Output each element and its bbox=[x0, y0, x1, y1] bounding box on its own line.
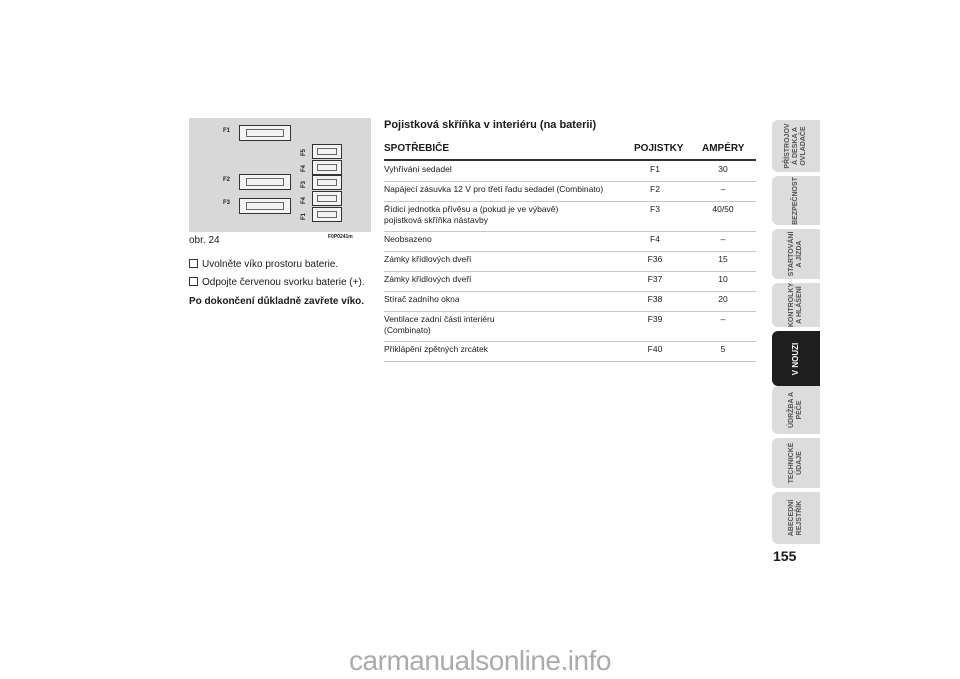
cell-amps: 20 bbox=[718, 294, 728, 304]
cell-fuse: F40 bbox=[647, 344, 663, 354]
vlabel-1: F1 bbox=[301, 212, 307, 220]
tab-label: V NOUZI bbox=[791, 342, 800, 375]
tab-label: PŘÍSTROJOV Á DESKA A OVLADAČE bbox=[784, 123, 807, 169]
cell-consumer: Zámky křídlových dveří bbox=[384, 274, 472, 284]
cell-fuse: F4 bbox=[650, 234, 660, 244]
tab-label: KONTROLKY A HLÁŠENÍ bbox=[788, 282, 803, 328]
header-fuses: POJISTKY bbox=[634, 143, 684, 154]
fuse-small-3 bbox=[312, 175, 342, 190]
table-row bbox=[384, 201, 756, 232]
cell-fuse: F38 bbox=[647, 294, 663, 304]
cell-amps: 5 bbox=[720, 344, 726, 354]
tab-label: ABECEDNÍ REJSTŘÍK bbox=[788, 499, 803, 537]
cell-amps: 40/50 bbox=[712, 204, 734, 214]
tab-6[interactable] bbox=[772, 386, 820, 434]
fuse-small-1 bbox=[312, 144, 342, 159]
cell-consumer: Napájecí zásuvka 12 V pro třetí řadu sedadel (Combinato) bbox=[384, 184, 604, 194]
header-amps: AMPÉRY bbox=[702, 143, 745, 154]
tab-7[interactable] bbox=[772, 438, 820, 488]
fuse-label-f1: F1 bbox=[223, 128, 231, 134]
cell-amps: – bbox=[720, 184, 726, 194]
vlabel-4: F4 bbox=[301, 164, 307, 172]
vlabel-2: F4 bbox=[301, 196, 307, 204]
tab-3[interactable] bbox=[772, 229, 820, 279]
vlabel-5: F5 bbox=[301, 148, 307, 156]
tab-5[interactable] bbox=[772, 331, 820, 386]
tab-4[interactable] bbox=[772, 283, 820, 327]
step-2-text: Odpojte červenou svorku baterie (+). bbox=[202, 277, 365, 288]
page-number: 155 bbox=[773, 548, 797, 564]
cell-consumer: Neobsazeno bbox=[384, 234, 432, 244]
header-consumers: SPOTŘEBIČE bbox=[384, 143, 450, 154]
table-row bbox=[384, 341, 756, 362]
checkbox-bullet-icon bbox=[189, 259, 198, 268]
fuse-f3 bbox=[239, 198, 291, 214]
final-note: Po dokončení důkladně zavřete víko. bbox=[189, 296, 365, 307]
step-1-text: Uvolněte víko prostoru baterie. bbox=[202, 259, 339, 270]
tab-label: ÚDRŽBA A PÉČE bbox=[788, 391, 803, 429]
table-row bbox=[384, 231, 756, 252]
fuse-small-2 bbox=[312, 160, 342, 175]
tab-2[interactable] bbox=[772, 176, 820, 225]
table-row bbox=[384, 291, 756, 312]
table-row bbox=[384, 181, 756, 202]
cell-fuse: F2 bbox=[650, 184, 660, 194]
tab-1[interactable] bbox=[772, 120, 820, 172]
cell-amps: 30 bbox=[718, 164, 728, 174]
cell-fuse: F3 bbox=[650, 204, 660, 214]
cell-consumer: Stírač zadního okna bbox=[384, 294, 460, 304]
tab-8[interactable] bbox=[772, 492, 820, 544]
fuse-small-5 bbox=[312, 207, 342, 222]
tab-label: BEZPEČNOST bbox=[792, 176, 799, 225]
cell-fuse: F37 bbox=[647, 274, 663, 284]
cell-consumer: Přiklápění zpětných zrcátek bbox=[384, 344, 488, 354]
cell-amps: – bbox=[720, 234, 726, 244]
cell-consumer: Vyhřívání sedadel bbox=[384, 164, 452, 174]
table-row bbox=[384, 271, 756, 292]
table-title: Pojistková skříňka v interiéru (na baterii) bbox=[384, 119, 597, 131]
watermark: carmanualsonline.info bbox=[349, 645, 611, 676]
figure-caption: obr. 24 bbox=[189, 235, 220, 246]
table-row bbox=[384, 251, 756, 272]
step-2 bbox=[189, 277, 365, 288]
fuse-small-4 bbox=[312, 191, 342, 206]
cell-fuse: F36 bbox=[647, 254, 663, 264]
cell-fuse: F39 bbox=[647, 314, 663, 324]
cell-amps: 10 bbox=[718, 274, 728, 284]
cell-fuse: F1 bbox=[650, 164, 660, 174]
cell-amps: – bbox=[720, 314, 726, 324]
fuse-label-f3: F3 bbox=[223, 200, 231, 206]
vlabel-3: F3 bbox=[301, 180, 307, 188]
tab-label: TECHNICKÉ ÚDAJE bbox=[788, 442, 803, 484]
figure-code: F0P0241m bbox=[328, 234, 353, 240]
table-row bbox=[384, 311, 756, 342]
fuse-box-figure bbox=[189, 118, 371, 232]
table-header bbox=[384, 143, 756, 161]
checkbox-bullet-icon bbox=[189, 277, 198, 286]
cell-consumer: Ventilace zadní části interiéru (Combinato) bbox=[384, 314, 495, 335]
cell-consumer: Řídicí jednotka přívěsu a (pokud je ve výbavě) pojistková skříňka nástavby bbox=[384, 204, 559, 225]
cell-consumer: Zámky křídlových dveří bbox=[384, 254, 472, 264]
tab-label: STARTOVÁNÍ A JÍZDA bbox=[788, 231, 803, 277]
cell-amps: 15 bbox=[718, 254, 728, 264]
table-row bbox=[384, 161, 756, 182]
fuse-f2 bbox=[239, 174, 291, 190]
step-1 bbox=[189, 259, 338, 270]
fuse-f1 bbox=[239, 125, 291, 141]
fuse-label-f2: F2 bbox=[223, 177, 231, 183]
